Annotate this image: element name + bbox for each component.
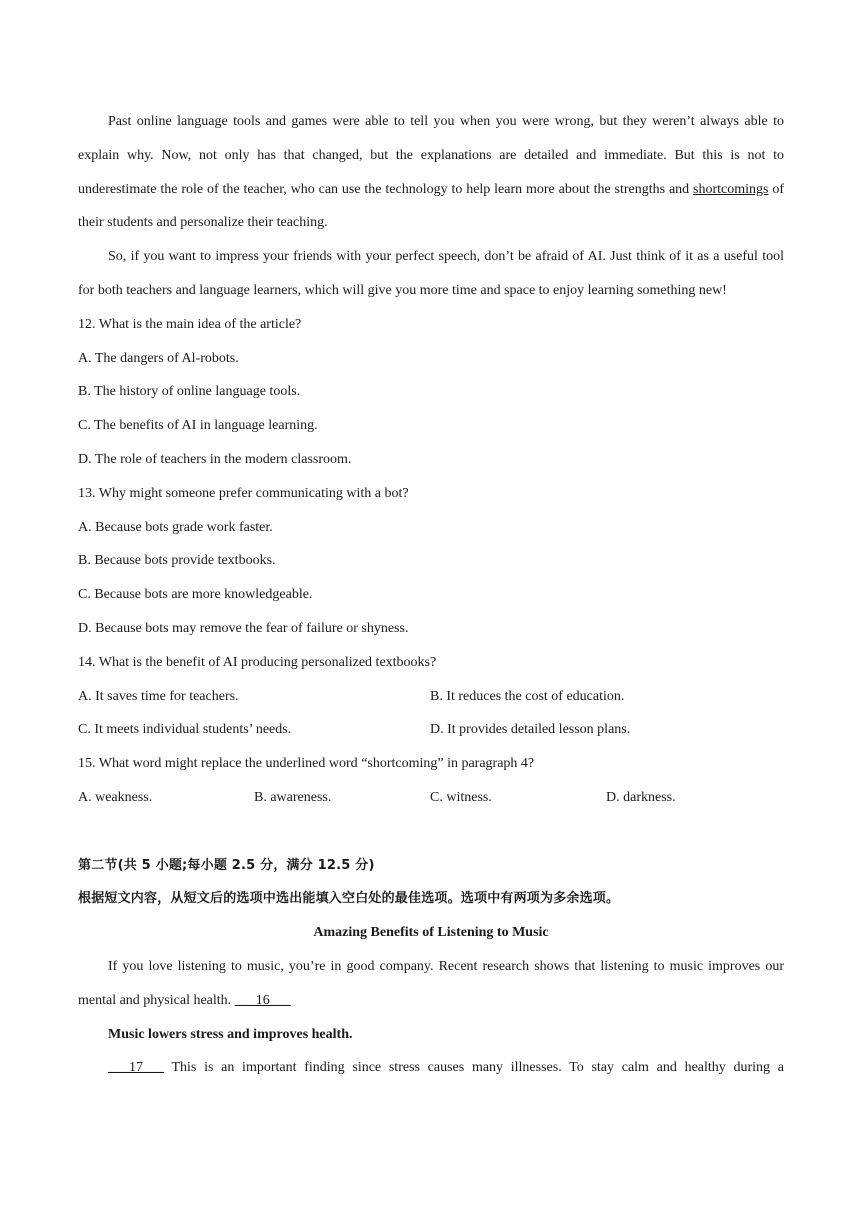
question-stem: 14. What is the benefit of AI producing personalized textbooks? bbox=[78, 654, 437, 670]
question-option: B. Because bots provide textbooks. bbox=[78, 553, 276, 569]
document-page bbox=[78, 105, 784, 1085]
question-option: C. The benefits of AI in language learning. bbox=[78, 418, 318, 434]
article-paragraph bbox=[78, 950, 784, 1018]
blank-17: ___17___ bbox=[108, 1060, 164, 1076]
question-option: A. Because bots grade work faster. bbox=[78, 519, 273, 535]
blank-16: ___16___ bbox=[234, 992, 291, 1008]
paragraph-text: of their students and personalize their teaching. bbox=[78, 181, 784, 231]
question-option: D. It provides detailed lesson plans. bbox=[430, 722, 631, 738]
section-instruction: 根据短文内容，从短文后的选项中选出能填入空白处的最佳选项。选项中有两项为多余选项。 bbox=[78, 891, 620, 907]
option-row bbox=[78, 680, 784, 714]
question-option: C. witness. bbox=[430, 789, 492, 805]
question-option: B. It reduces the cost of education. bbox=[430, 688, 625, 704]
article-subheading: Music lowers stress and improves health. bbox=[108, 1026, 353, 1042]
question-option: C. It meets individual students’ needs. bbox=[78, 722, 292, 738]
question-option: A. weakness. bbox=[78, 789, 153, 805]
paragraph-text: If you love listening to music, you’re in good company. Recent research shows that listening to music improves our mental and physical health. bbox=[78, 958, 784, 1008]
passage-paragraph bbox=[78, 105, 784, 240]
question-option: D. Because bots may remove the fear of failure or shyness. bbox=[78, 620, 409, 636]
question-option: B. The history of online language tools. bbox=[78, 384, 301, 400]
spacer bbox=[78, 815, 784, 849]
section-heading: 第二节(共 5 小题;每小题 2.5 分，满分 12.5 分) bbox=[78, 857, 375, 873]
option-row bbox=[78, 713, 784, 747]
paragraph-text: This is an important finding since stress causes many illnesses. To stay calm and healthy during a bbox=[164, 1060, 784, 1076]
question-option: D. The role of teachers in the modern classroom. bbox=[78, 451, 352, 467]
passage-paragraph: So, if you want to impress your friends with your perfect speech, don’t be afraid of AI. Just think of it as a useful tool for both teachers and language learners, which will give you more time and space to enjoy learning something new! bbox=[78, 249, 784, 298]
question-stem: 12. What is the main idea of the article? bbox=[78, 316, 302, 332]
article-title: Amazing Benefits of Listening to Music bbox=[313, 925, 549, 941]
question-option: C. Because bots are more knowledgeable. bbox=[78, 587, 313, 603]
underlined-word: shortcomings bbox=[693, 181, 769, 197]
question-stem: 15. What word might replace the underlined word “shortcoming” in paragraph 4? bbox=[78, 756, 535, 772]
article-paragraph bbox=[78, 1051, 784, 1085]
question-option: A. The dangers of Al-robots. bbox=[78, 350, 239, 366]
option-row bbox=[78, 781, 784, 815]
paragraph-text: Past online language tools and games were able to tell you when you were wrong, but they weren’t always able to explain why. Now, not only has that changed, but the explanations are detailed and immediate. But this is not to underestimate the role of the teacher, who can use the technology to help learn more about the strengths and bbox=[78, 114, 784, 197]
question-stem: 13. Why might someone prefer communicating with a bot? bbox=[78, 485, 409, 501]
question-option: B. awareness. bbox=[254, 789, 332, 805]
question-option: A. It saves time for teachers. bbox=[78, 688, 239, 704]
question-option: D. darkness. bbox=[606, 789, 676, 805]
